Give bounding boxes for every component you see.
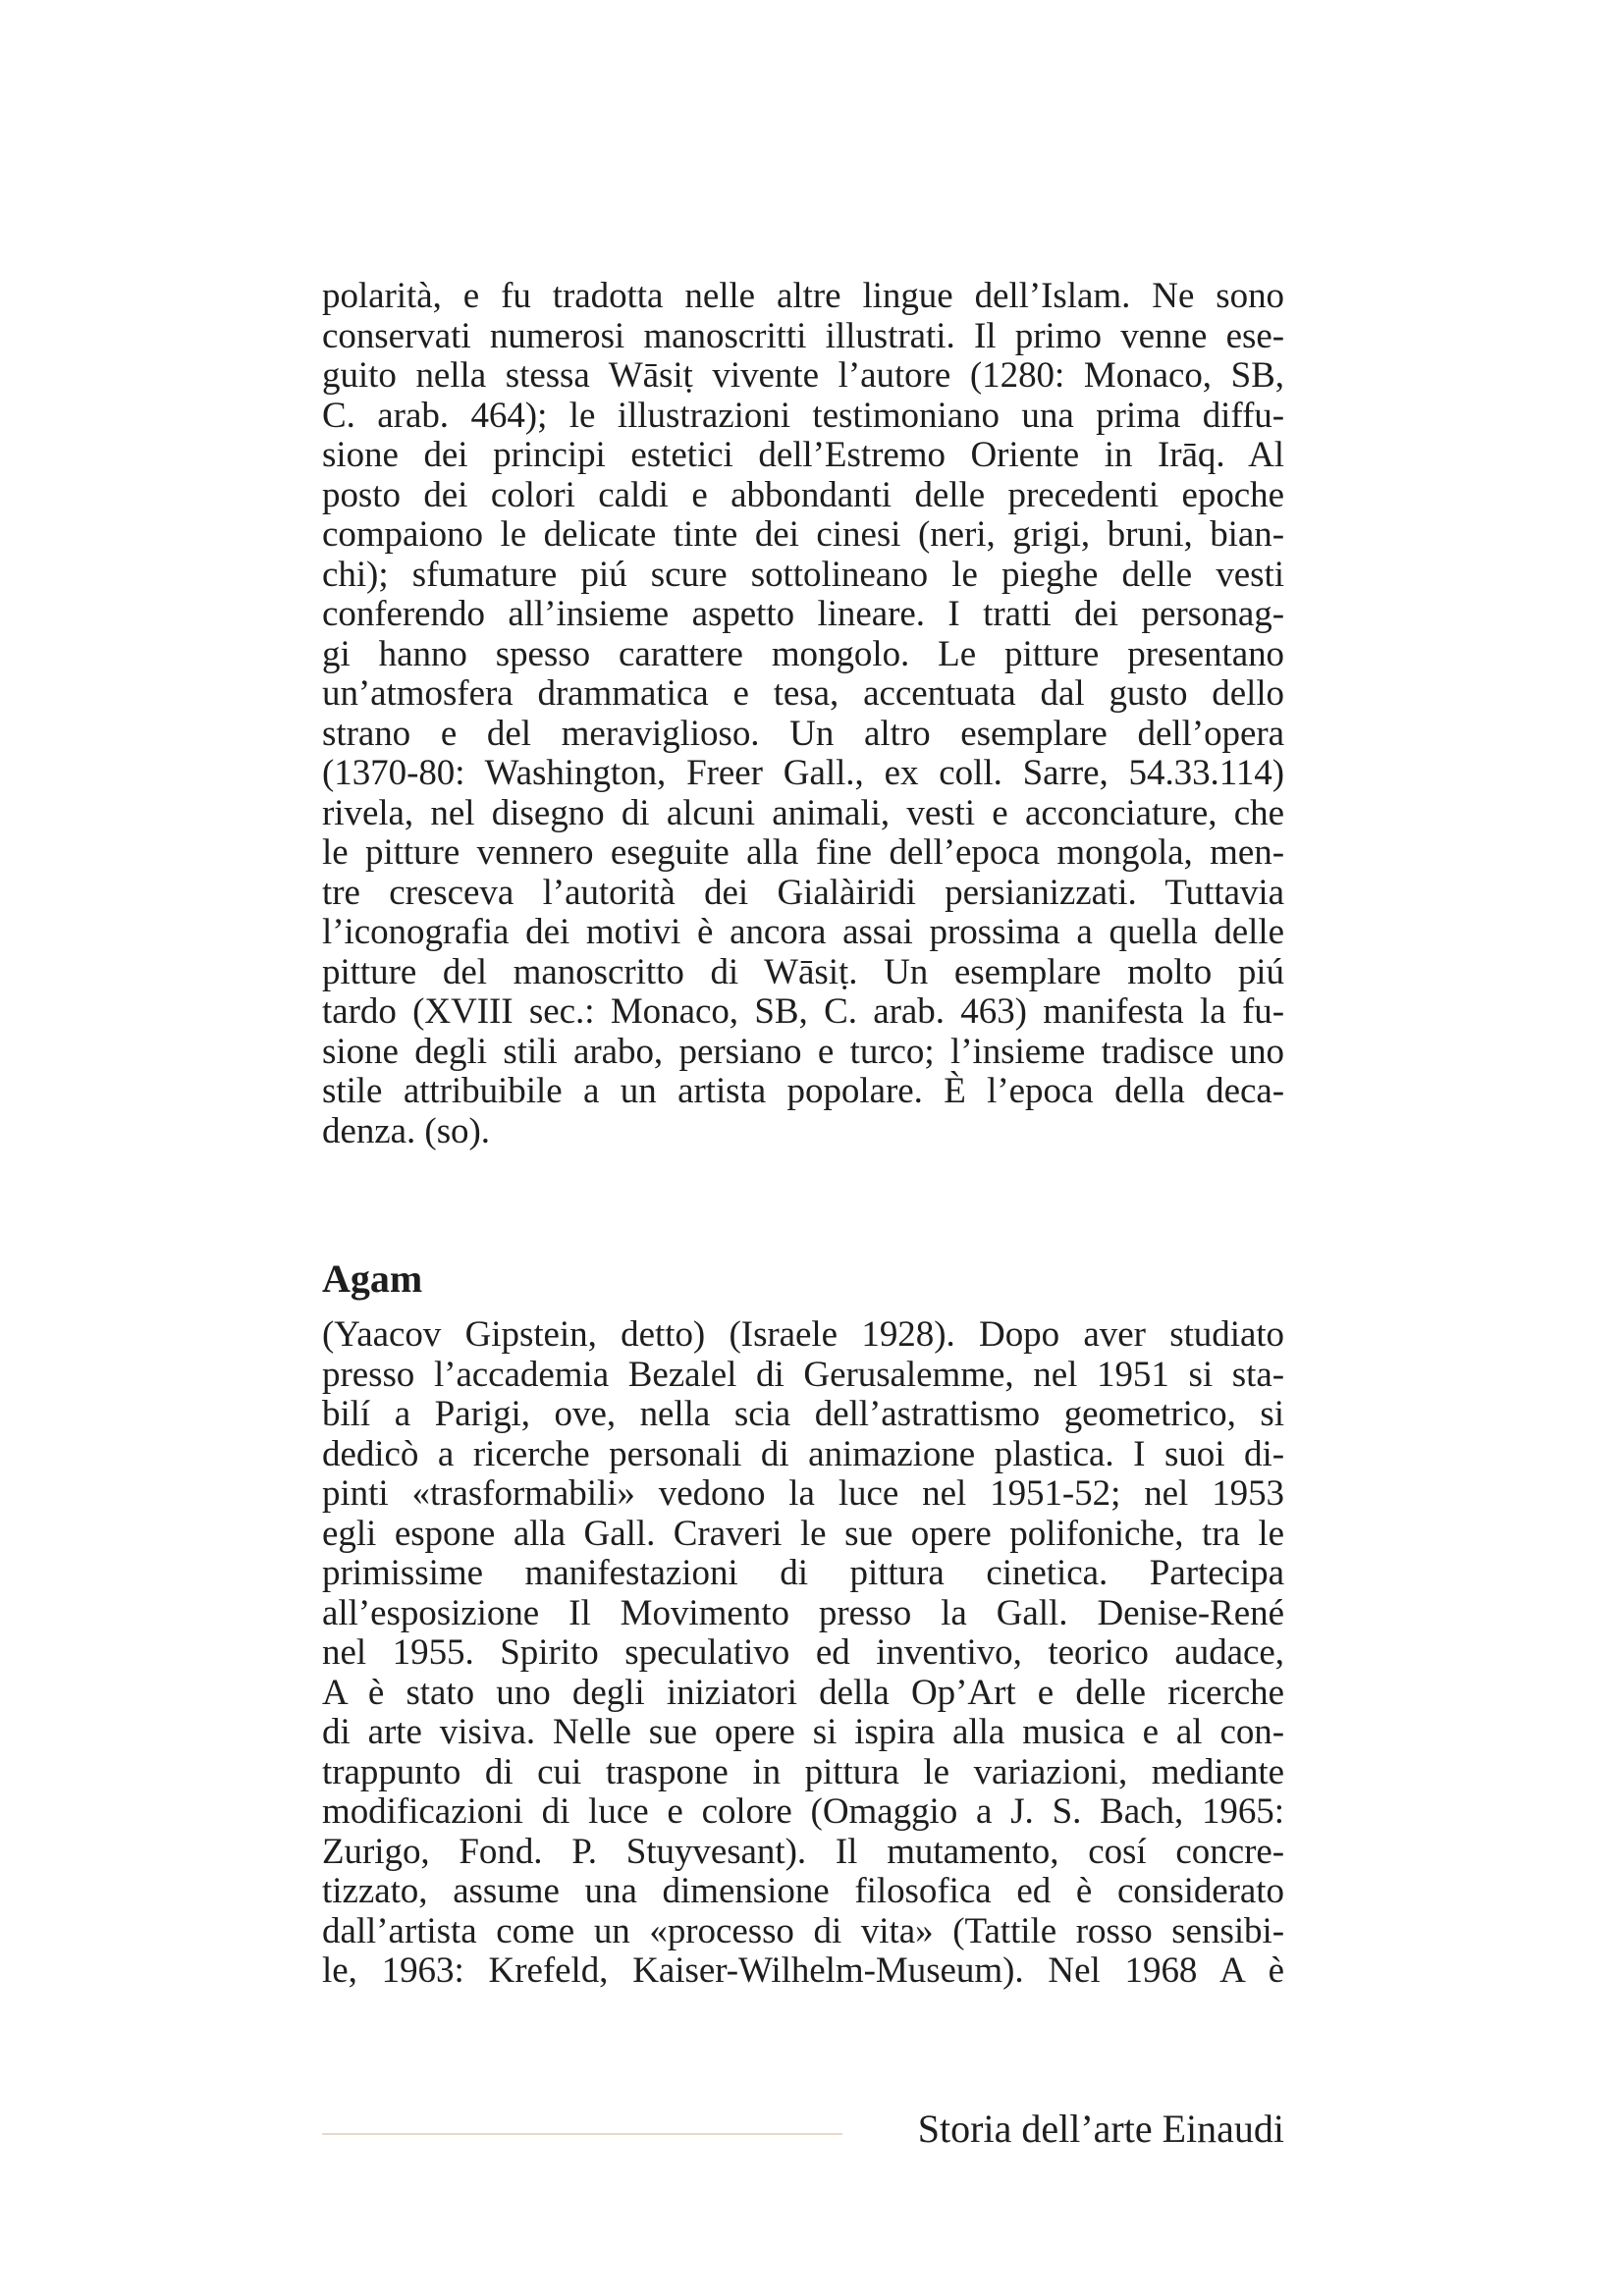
text-line: le, 1963: Krefeld, Kaiser-Wilhelm-Museum). Nel 1968 A è	[322, 1950, 1284, 1991]
text-line: sione degli stili arabo, persiano e turco; l’insieme tradisce uno	[322, 1031, 1284, 1072]
text-line: all’esposizione Il Movimento presso la Gall. Denise-René	[322, 1592, 1284, 1633]
text-line: dall’artista come un «processo di vita» (Tattile rosso sensibi-	[322, 1910, 1284, 1951]
text-line: presso l’accademia Bezalel di Gerusalemme, nel 1951 si sta-	[322, 1354, 1284, 1395]
text-line: rivela, nel disegno di alcuni animali, vesti e acconciature, che	[322, 792, 1284, 833]
text-line: strano e del meraviglioso. Un altro esemplare dell’opera	[322, 713, 1284, 754]
text-line: bilí a Parigi, ove, nella scia dell’astrattismo geometrico, si	[322, 1394, 1284, 1434]
text-line: pinti «trasformabili» vedono la luce nel 1951-52; nel 1953	[322, 1473, 1284, 1514]
text-line: conservati numerosi manoscritti illustrati. Il primo venne ese-	[322, 315, 1284, 356]
text-line: stile attribuibile a un artista popolare. È l’epoca della deca-	[322, 1071, 1284, 1111]
entry-paragraph	[322, 1315, 1284, 1992]
text-line: compaiono le delicate tinte dei cinesi (neri, grigi, bruni, bian-	[322, 514, 1284, 555]
text-line: tardo (XVIII sec.: Monaco, SB, C. arab. 463) manifesta la fu-	[322, 991, 1284, 1032]
text-line: guito nella stessa Wāsiṭ vivente l’autore (1280: Monaco, SB,	[322, 355, 1284, 396]
text-line: polarità, e fu tradotta nelle altre lingue dell’Islam. Ne sono	[322, 276, 1284, 316]
previous-entry-paragraph	[322, 277, 1284, 1151]
text-line: tre cresceva l’autorità dei Gialàiridi persianizzati. Tuttavia	[322, 872, 1284, 913]
text-line: conferendo all’insieme aspetto lineare. I tratti dei personag-	[322, 594, 1284, 634]
text-line: primissime manifestazioni di pittura cinetica. Partecipa	[322, 1553, 1284, 1593]
text-line: Zurigo, Fond. P. Stuyvesant). Il mutamento, cosí concre-	[322, 1831, 1284, 1872]
text-line: (1370-80: Washington, Freer Gall., ex coll. Sarre, 54.33.114)	[322, 753, 1284, 793]
footer-rule	[322, 2133, 842, 2135]
text-line: sione dei principi estetici dell’Estremo Oriente in Irāq. Al	[322, 435, 1284, 475]
text-line: gi hanno spesso carattere mongolo. Le pitture presentano	[322, 633, 1284, 674]
text-line: trappunto di cui traspone in pittura le variazioni, mediante	[322, 1751, 1284, 1792]
footer-title: Storia dell’arte Einaudi	[917, 2107, 1284, 2151]
text-line: l’iconografia dei motivi è ancora assai prossima a quella delle	[322, 912, 1284, 952]
text-line-last: denza. (so).	[322, 1110, 490, 1151]
text-line: pitture del manoscritto di Wāsiṭ. Un esemplare molto piú	[322, 951, 1284, 992]
text-line: nel 1955. Spirito speculativo ed inventivo, teorico audace,	[322, 1632, 1284, 1673]
text-line: un’atmosfera drammatica e tesa, accentuata dal gusto dello	[322, 673, 1284, 714]
text-line: dedicò a ricerche personali di animazione plastica. I suoi di-	[322, 1433, 1284, 1474]
text-line: le pitture vennero eseguite alla fine dell’epoca mongola, men-	[322, 832, 1284, 873]
text-line: (Yaacov Gipstein, detto) (Israele 1928). Dopo aver studiato	[322, 1314, 1284, 1355]
text-line: egli espone alla Gall. Craveri le sue opere polifoniche, tra le	[322, 1513, 1284, 1554]
text-line: C. arab. 464); le illustrazioni testimoniano una prima diffu-	[322, 395, 1284, 436]
text-line: tizzato, assume una dimensione filosofica ed è considerato	[322, 1871, 1284, 1911]
text-line: modificazioni di luce e colore (Omaggio a J. S. Bach, 1965:	[322, 1791, 1284, 1832]
entry-heading: Agam	[322, 1256, 423, 1301]
text-line: chi); sfumature piú scure sottolineano le pieghe delle vesti	[322, 554, 1284, 595]
text-line: posto dei colori caldi e abbondanti delle precedenti epoche	[322, 474, 1284, 515]
text-line: di arte visiva. Nelle sue opere si ispira alla musica e al con-	[322, 1712, 1284, 1752]
text-line: A è stato uno degli iniziatori della Op’Art e delle ricerche	[322, 1672, 1284, 1713]
